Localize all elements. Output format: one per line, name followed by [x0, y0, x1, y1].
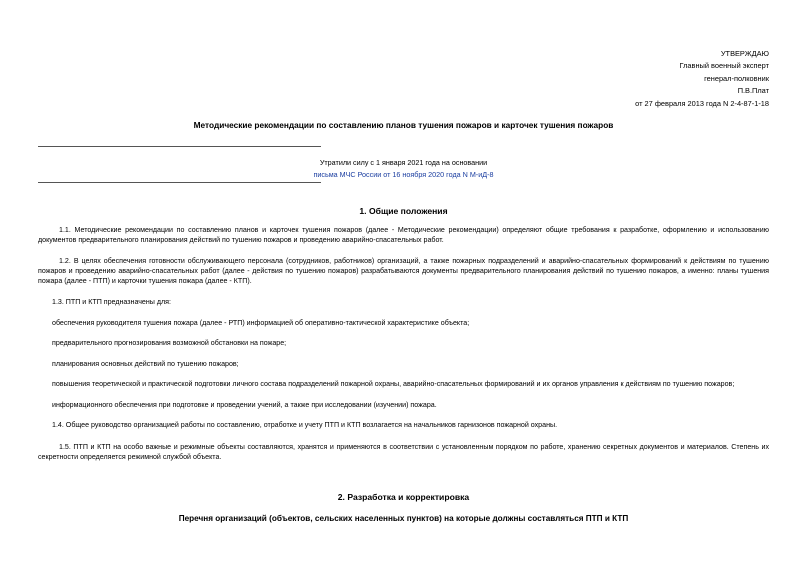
section-2-title: 2. Разработка и корректировка — [337, 492, 470, 502]
approval-line: Главный военный эксперт — [679, 61, 769, 71]
paragraph-1-5: 1.5. ПТП и КТП на особо важные и режимные объекты составляются, хранятся и применяются в соответствии с установленным порядком по работе, хранению секретных документов и материалов. Степень их секретности определяется режимной службой объекта. — [38, 443, 769, 462]
section-1-title: 1. Общие положения — [359, 206, 448, 216]
list-item: предварительного прогнозирования возможной обстановки на пожаре; — [52, 339, 287, 347]
paragraph-1-3: 1.3. ПТП и КТП предназначены для: — [52, 298, 171, 306]
list-item: повышения теоретической и практической подготовки личного состава подразделений пожарной охраны, аварийно-спасательных формирований и их органов управления к действиям по тушению пожаров; — [52, 380, 735, 388]
void-notice-text: Утратили силу с 1 января 2021 года на основании — [319, 158, 488, 167]
section-2-subtitle: Перечня организаций (объектов, сельских населенных пунктов) на которые должны составляться ПТП и КТП — [178, 514, 629, 523]
void-notice-link[interactable]: письма МЧС России от 16 ноября 2020 года N М-иД-8 — [313, 170, 494, 179]
approval-line: от 27 февраля 2013 года N 2-4-87-1-18 — [635, 98, 769, 108]
paragraph-1-2: 1.2. В целях обеспечения готовности обслуживающего персонала (сотрудников, работников) организаций, а также пожарных подразделений и аварийно-спасательных формирований к действиям по тушению пожаров и проведению аварийно-спасательных работ (далее - действия по тушению пожаров) разрабатываются документы предварительного планирования действий по тушению пожаров, а именно: планы тушения пожара (далее - ПТП) и карточки тушения пожара (далее - КТП). — [38, 257, 769, 286]
divider-top — [38, 146, 321, 147]
approval-block — [635, 48, 769, 110]
list-item: информационного обеспечения при подготовке и проведении учений, а также при исследовании (изучении) пожара. — [52, 401, 437, 409]
document-title: Методические рекомендации по составлению планов тушения пожаров и карточек тушения пожаров — [193, 120, 614, 130]
divider-bottom — [38, 182, 321, 183]
approval-line: П.В.Плат — [737, 86, 769, 96]
paragraph-1-4: 1.4. Общее руководство организацией работы по составлению, отработке и учету ПТП и КТП возлагается на начальников гарнизонов пожарной охраны. — [52, 421, 558, 429]
list-item: планирования основных действий по тушению пожаров; — [52, 360, 239, 368]
list-item: обеспечения руководителя тушения пожара (далее - РТП) информацией об оперативно-тактической характеристике объекта; — [52, 319, 470, 327]
approval-line: УТВЕРЖДАЮ — [720, 49, 769, 58]
void-notice — [0, 157, 807, 181]
approval-line: генерал-полковник — [704, 73, 769, 83]
paragraph-1-1: 1.1. Методические рекомендации по составлению планов и карточек тушения пожаров (далее - Методические рекомендации) определяют общие требования к разработке, оформлению и использованию документов предварительного планирования действий по тушению пожаров и проведению аварийно-спасательных работ. — [38, 226, 769, 245]
